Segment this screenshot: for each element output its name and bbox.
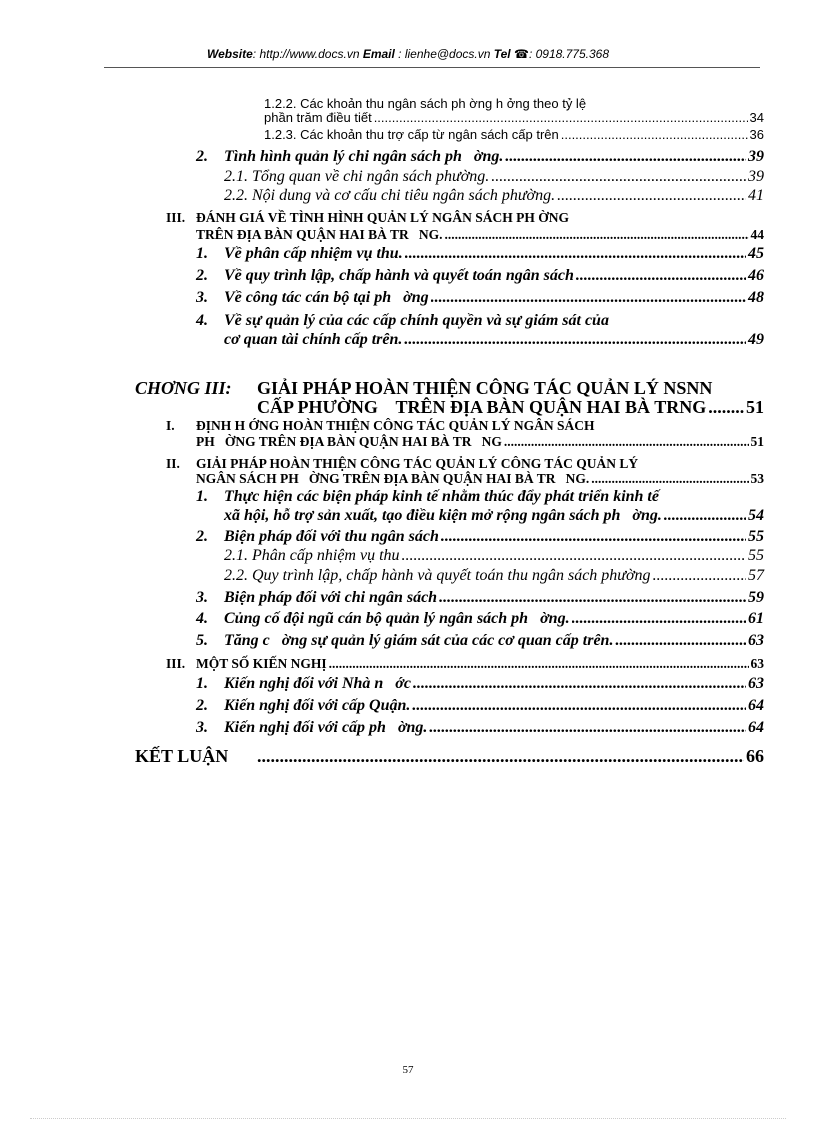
toc-page: 61 [748,610,764,627]
toc-page: 39 [748,168,764,185]
toc-page: 41 [748,187,764,204]
tel-value: : 0918.775.368 [528,47,610,61]
toc-number: 2. [196,697,208,714]
toc-leader [257,746,744,767]
toc-leader [402,547,746,565]
toc-number: III. [166,210,186,225]
toc-text: cơ quan tài chính cấp trên. [224,331,403,348]
toc-text: Biện pháp đối với thu ngân sách [224,528,439,545]
page-number: 57 [402,1064,414,1076]
toc-entry [196,434,764,450]
toc-entry [135,746,764,767]
website-value: : http://www.docs.vn [252,47,363,61]
toc-number: 1. [196,245,208,262]
toc-text: xã hội, hỗ trợ sản xuất, tạo điều kiện mở rộng ngân sách ph ờng. [224,507,662,524]
toc-text: 2.2. Quy trình lập, chấp hành và quyết toán thu ngân sách phường [224,567,651,584]
toc-leader [664,507,746,525]
toc-number: 3. [196,719,208,736]
toc-leader [561,127,748,142]
conclusion-heading: KẾT LUẬN [135,746,229,766]
toc-text: NGÂN SÁCH PH ỜNG TRÊN ĐỊA BÀN QUẬN HAI BÀ TR NG. [196,471,590,486]
toc-number: 4. [196,312,208,329]
toc-page: 46 [748,267,764,284]
toc-leader [439,589,746,607]
toc-text: Biện pháp đối với chi ngân sách [224,589,438,606]
toc-page: 53 [750,471,764,486]
toc-number: 2. [196,267,208,284]
toc-number: 5. [196,632,208,649]
toc-text: Kiến nghị đối với cấp Quận. [224,697,411,714]
toc-page: 55 [748,528,764,545]
toc-number: I. [166,418,175,433]
toc-leader [557,187,746,205]
toc-leader [445,227,749,243]
toc-leader [708,397,744,418]
toc-page: 34 [749,110,764,125]
toc-text: TRÊN ĐỊA BÀN QUẬN HAI BÀ TR NG. [196,227,443,242]
toc-entry [224,507,764,525]
website-label: Website [206,47,253,61]
toc-entry [224,168,764,186]
toc-page: 49 [748,331,764,348]
toc-page: 55 [748,547,764,564]
tel-label: Tel ☎ [493,47,529,61]
toc-page: 54 [748,507,764,524]
toc-entry [257,397,764,418]
toc-leader [441,528,746,546]
toc-page: 63 [748,632,764,649]
toc-number: 2. [196,148,208,165]
toc-text: 1.2.2. Các khoản thu ngân sách ph ờng h ởng theo tỷ lệ [264,96,587,111]
toc-text: Tăng c ờng sự quản lý giám sát của các cơ quan cấp trên. [224,632,614,649]
chapter-number: CHƠNG III: [135,378,232,398]
email-value: : lienhe@docs.vn [394,47,494,61]
toc-entry [224,187,764,205]
toc-page: 44 [750,227,764,242]
toc-text: CẤP PHƯỜNG TRÊN ĐỊA BÀN QUẬN HAI BÀ TRNG [257,397,707,417]
toc-text: Về công tác cán bộ tại ph ờng [224,289,429,306]
toc-entry [264,127,764,142]
toc-leader [504,434,749,450]
toc-entry [224,331,764,349]
toc-text: PH ỜNG TRÊN ĐỊA BÀN QUẬN HAI BÀ TR NG [196,434,502,449]
toc-number: II. [166,456,180,471]
toc-entry [196,267,764,285]
toc-number: 1. [196,488,208,505]
toc-leader [591,471,748,487]
toc-text: 2.1. Tổng quan về chi ngân sách phường. [224,168,490,185]
toc-text: GIẢI PHÁP HOÀN THIỆN CÔNG TÁC QUẢN LÝ NSNN [257,378,713,398]
toc-number: 2. [196,528,208,545]
toc-text: MỘT SỐ KIẾN NGHỊ [196,656,327,671]
toc-leader [505,148,746,166]
header-divider [104,67,760,68]
toc-entry [196,289,764,307]
toc-number: 3. [196,589,208,606]
toc-entry [264,110,764,125]
toc-entry [196,148,764,166]
toc-leader [329,656,749,672]
toc-number: 4. [196,610,208,627]
toc-text: Về quy trình lập, chấp hành và quyết toán ngân sách [224,267,574,284]
toc-page: 39 [748,148,764,165]
toc-text: 2.2. Nội dung và cơ cấu chi tiêu ngân sách phường. [224,187,556,204]
toc-leader [431,289,746,307]
toc-leader [615,632,746,650]
bottom-border [30,1118,786,1119]
toc-text: Kiến nghị đối với cấp ph ờng. [224,719,428,736]
toc-text: ĐỊNH H ỚNG HOÀN THIỆN CÔNG TÁC QUẢN LÝ NGÂN SÁCH [196,418,595,433]
toc-entry [196,227,764,243]
toc-entry [196,675,764,693]
toc-leader [405,245,746,263]
toc-entry [196,471,764,487]
toc-page: 63 [748,675,764,692]
toc-text: Tình hình quản lý chi ngân sách ph ờng. [224,148,504,165]
toc-leader [404,331,746,349]
toc-entry [264,96,586,111]
toc-page: 66 [746,746,764,766]
toc-entry [166,456,638,472]
toc-number: 1. [196,675,208,692]
page-header [0,47,816,61]
chapter-heading [135,378,712,399]
toc-entry [196,632,764,650]
toc-entry [224,547,764,565]
toc-entry [196,719,764,737]
toc-text: 2.1. Phân cấp nhiệm vụ thu [224,547,400,564]
email-label: Email [362,47,395,61]
toc-entry [196,488,659,506]
toc-text: GIẢI PHÁP HOÀN THIỆN CÔNG TÁC QUẢN LÝ CÔNG TÁC QUẢN LÝ [196,456,639,471]
toc-entry [166,210,569,226]
toc-page: 48 [748,289,764,306]
toc-text: Củng cố đội ngũ cán bộ quản lý ngân sách ph ờng. [224,610,570,627]
toc-page: 64 [748,697,764,714]
toc-entry [196,610,764,628]
toc-leader [413,675,746,693]
toc-leader [491,168,746,186]
toc-page: 36 [749,127,764,142]
toc-leader [412,697,746,715]
toc-number: 3. [196,289,208,306]
toc-entry [196,245,764,263]
toc-text: Về sự quản lý của các cấp chính quyền và sự giám sát của [224,312,609,329]
toc-leader [572,610,746,628]
toc-page: 64 [748,719,764,736]
toc-text: Về phân cấp nhiệm vụ thu. [224,245,403,262]
toc-number: III. [166,656,186,671]
toc-entry [224,567,764,585]
toc-entry [196,589,764,607]
toc-page: 51 [746,397,764,417]
toc-leader [576,267,746,285]
toc-entry [196,528,764,546]
toc-leader [653,567,746,585]
toc-entry [166,418,595,434]
toc-text: Kiến nghị đối với Nhà n ớc [224,675,411,692]
toc-page: 45 [748,245,764,262]
toc-page: 59 [748,589,764,606]
toc-text: 1.2.3. Các khoản thu trợ cấp từ ngân sách cấp trên [264,127,559,142]
toc-text: ĐÁNH GIÁ VỀ TÌNH HÌNH QUẢN LÝ NGÂN SÁCH PH ỜNG [196,210,570,225]
toc-leader [374,110,748,125]
toc-text: phần trăm điều tiết [264,110,372,125]
toc-entry [166,656,764,672]
toc-entry [196,312,609,330]
toc-page: 63 [750,656,764,671]
toc-page: 51 [750,434,764,449]
toc-page: 57 [748,567,764,584]
toc-entry [196,697,764,715]
toc-leader [429,719,746,737]
toc-text: Thực hiện các biện pháp kinh tế nhằm thúc đẩy phát triển kinh tế [224,488,659,505]
